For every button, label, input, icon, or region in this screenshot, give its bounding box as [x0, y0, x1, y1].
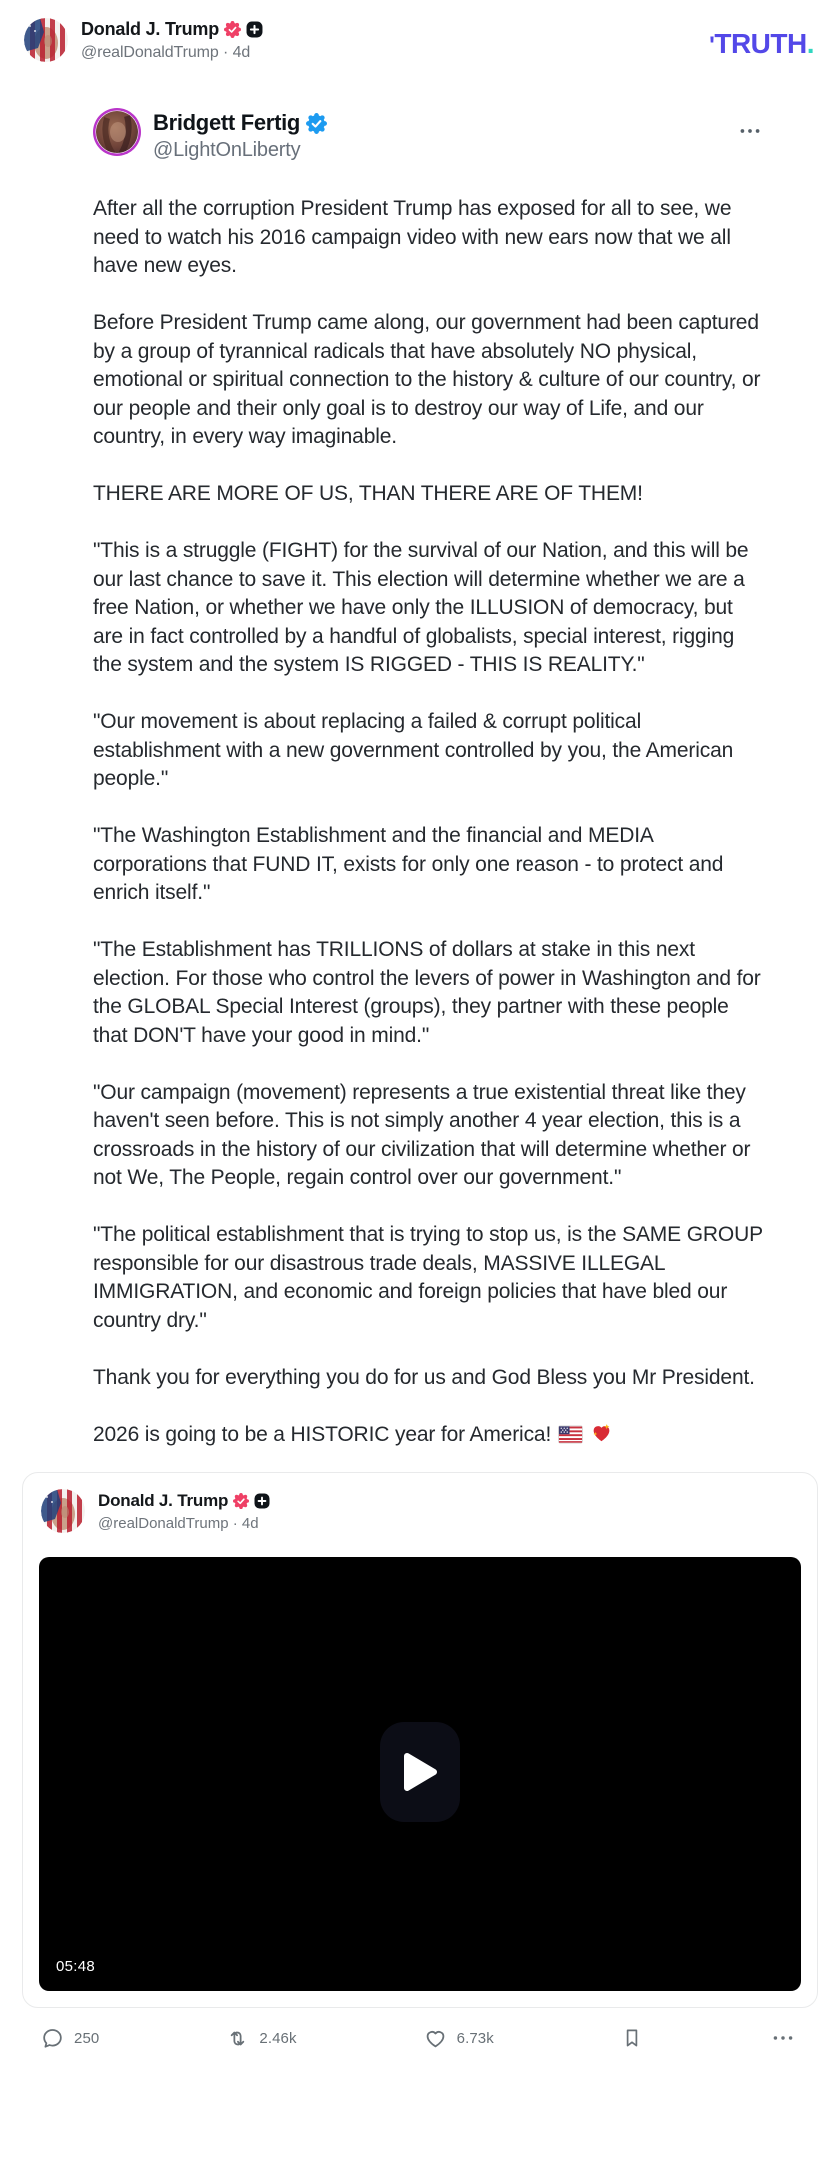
heart-sparkle-emoji — [590, 1421, 613, 1444]
trump-flag-avatar-icon — [24, 18, 68, 62]
tweet-paragraph: "The Establishment has TRILLIONS of dollars at stake in this next election. For those who control the levers of power in Washington and for the GLOBAL Special Interest (groups), they partner with these people that DON'T have your good in mind." — [93, 938, 761, 1047]
quoted-display-name[interactable]: Donald J. Trump — [98, 1490, 229, 1510]
plus-badge-icon — [246, 21, 263, 38]
twitter-verified-badge-icon — [306, 113, 327, 134]
tweet-image[interactable] — [93, 108, 763, 1449]
verified-badge-icon — [224, 21, 241, 38]
play-button[interactable] — [380, 1722, 460, 1822]
quoted-handle-line: @realDonaldTrump · 4d — [98, 1514, 259, 1532]
retruth-button[interactable] — [225, 2026, 296, 2051]
verified-badge-icon — [233, 1493, 249, 1509]
display-name[interactable]: Donald J. Trump — [81, 18, 220, 39]
quoted-post-header — [23, 1473, 817, 1533]
post-header — [0, 0, 840, 62]
us-flag-emoji — [558, 1425, 583, 1444]
tweet-paragraph: "The political establishment that is trying to stop us, is the SAME GROUP responsible for our disastrous trade deals, MASSIVE ILLEGAL IMMIGRATION, and economic and foreign policies that have bled our country dry." — [93, 1223, 763, 1332]
more-options-icon[interactable] — [737, 118, 763, 144]
video-duration: 05:48 — [56, 1958, 96, 1975]
quoted-post-card[interactable] — [22, 1472, 818, 2008]
tweet-paragraph: "This is a struggle (FIGHT) for the survival of our Nation, and this will be our last chance to save it. This election will determine whether we are a free Nation, or whether we have only the ILLUSION of democracy, but are in fact controlled by a handful of globalists, special interest, rigging the system and the system IS RIGGED - THIS IS REALITY." — [93, 539, 749, 676]
tweet-handle: @LightOnLiberty — [153, 139, 301, 161]
tweet-paragraph: "The Washington Establishment and the financial and MEDIA corporations that FUND IT, exists for only one reason - to protect and enrich itself." — [93, 824, 724, 904]
tweet-avatar — [93, 108, 141, 156]
tweet-closing-line: 2026 is going to be a HISTORIC year for America! — [93, 1421, 763, 1450]
retruth-icon — [225, 2026, 250, 2051]
video-player[interactable] — [39, 1557, 801, 1991]
retruth-count: 2.46k — [259, 2029, 297, 2047]
tweet-paragraph: Thank you for everything you do for us and God Bless you Mr President. — [93, 1365, 755, 1389]
heart-icon — [423, 2026, 448, 2051]
handle-line: @realDonaldTrump · 4d — [81, 43, 251, 61]
post-more-button[interactable] — [770, 2025, 796, 2051]
more-dots-icon — [770, 2025, 796, 2051]
plus-badge-icon — [254, 1493, 270, 1509]
trump-flag-avatar-icon — [41, 1489, 85, 1533]
quoted-avatar[interactable] — [41, 1489, 85, 1533]
tweet-author: Bridgett Fertig — [153, 110, 301, 135]
tweet-paragraph: "Our campaign (movement) represents a true existential threat like they haven't seen before. This is not simply another 4 year election, this is a crossroads in the history of our civilization that will determine whether or not We, The People, regain control over our government." — [93, 1080, 751, 1189]
tweet-paragraph: Before President Trump came along, our government had been captured by a group of tyrannical radicals that have absolutely NO physical, emotional or spiritual connection to the history & culture of our country, or our people and their only goal is to destroy our way of Life, and our country, in every way imaginable. — [93, 311, 761, 448]
bridgett-avatar-icon — [93, 108, 141, 156]
tweet-paragraph: THERE ARE MORE OF US, THAN THERE ARE OF THEM! — [93, 482, 643, 505]
like-count: 6.73k — [456, 2029, 494, 2047]
bookmark-button[interactable] — [620, 2026, 644, 2050]
truth-logo: 'TRUTH. — [709, 28, 814, 59]
reply-count: 250 — [74, 2029, 100, 2047]
like-button[interactable] — [423, 2026, 494, 2051]
bookmark-icon — [620, 2026, 644, 2050]
avatar[interactable] — [24, 18, 68, 62]
tweet-paragraph: After all the corruption President Trump has exposed for all to see, we need to watch his 2016 campaign video with new ears now that we all have new eyes. — [93, 197, 732, 277]
tweet-paragraph: "Our movement is about replacing a failed & corrupt political establishment with a new government controlled by you, the American people." — [93, 710, 734, 790]
play-icon — [401, 1751, 439, 1793]
comment-icon — [40, 2026, 65, 2051]
tweet-body — [93, 195, 763, 1392]
action-bar — [0, 2008, 840, 2051]
tweet-header — [93, 108, 763, 162]
reply-button[interactable] — [40, 2026, 99, 2051]
